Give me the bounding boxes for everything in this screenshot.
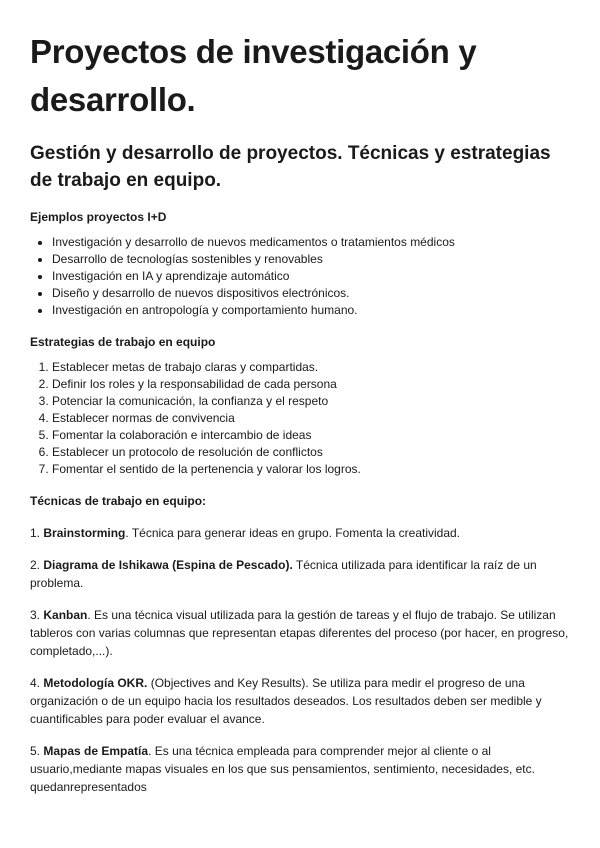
technique-name: Brainstorming [43,526,126,540]
list-item: • Diseño y desarrollo de nuevos dispositivos electrónicos. [52,285,570,302]
techniques-heading: Técnicas de trabajo en equipo: [30,494,207,508]
technique-text: . Es una técnica visual utilizada para la gestión de tareas y el flujo de trabajo. Se utilizan tableros con varias columnas que representan etapas diferentes del proceso (por hacer, en progreso, completado,...). [30,608,569,658]
strategies-heading: Estrategias de trabajo en equipo [30,335,216,349]
technique-text: (Objectives and Key Results). Se utiliza para medir el progreso de una organización o de un equipo hacia los resultados deseados. Los resultados deben ser medible y cuantificables para poder evaluar el avance. [30,676,542,726]
list-item: • Investigación en antropología y comportamiento humano. [52,302,570,319]
strategies-list [30,359,570,478]
technique-item [30,606,570,660]
technique-name: Metodología OKR. [43,676,148,690]
list-item: 1. Establecer metas de trabajo claras y compartidas. [52,359,570,376]
list-item: 5. Fomentar la colaboración e intercambio de ideas [52,427,570,444]
technique-name: Kanban [43,608,88,622]
technique-item [30,524,570,542]
technique-name: Diagrama de Ishikawa (Espina de Pescado). [43,558,293,572]
technique-item [30,742,570,796]
list-item: 2. Definir los roles y la responsabilidad de cada persona [52,376,570,393]
technique-item [30,674,570,728]
technique-text: . Es una técnica empleada para comprender mejor al cliente o al usuario,mediante mapas visuales en los que sus pensamientos, sentimiento, necesidades, etc. quedanrepresentados [30,744,535,794]
technique-number: 3. [30,608,41,622]
technique-name: Mapas de Empatía [43,744,149,758]
technique-number: 1. [30,526,41,540]
list-item: • Investigación en IA y aprendizaje automático [52,268,570,285]
list-item: 6. Establecer un protocolo de resolución de conflictos [52,444,570,461]
list-item: • Investigación y desarrollo de nuevos medicamentos o tratamientos médicos [52,234,570,251]
page-title: Proyectos de investigación y desarrollo. [30,33,477,118]
technique-number: 2. [30,558,41,572]
list-item: 3. Potenciar la comunicación, la confianza y el respeto [52,393,570,410]
examples-heading: Ejemplos proyectos I+D [30,210,167,224]
list-item: 4. Establecer normas de convivencia [52,410,570,427]
examples-list [30,234,570,319]
page-subtitle: Gestión y desarrollo de proyectos. Técnicas y estrategias de trabajo en equipo. [30,143,551,191]
technique-text: . Técnica para generar ideas en grupo. Fomenta la creatividad. [125,526,461,540]
list-item: 7. Fomentar el sentido de la pertenencia y valorar los logros. [52,461,570,478]
technique-number: 4. [30,676,41,690]
technique-item [30,556,570,592]
technique-number: 5. [30,744,41,758]
list-item: • Desarrollo de tecnologías sostenibles y renovables [52,251,570,268]
technique-text: Técnica utilizada para identificar la raíz de un problema. [30,558,537,590]
